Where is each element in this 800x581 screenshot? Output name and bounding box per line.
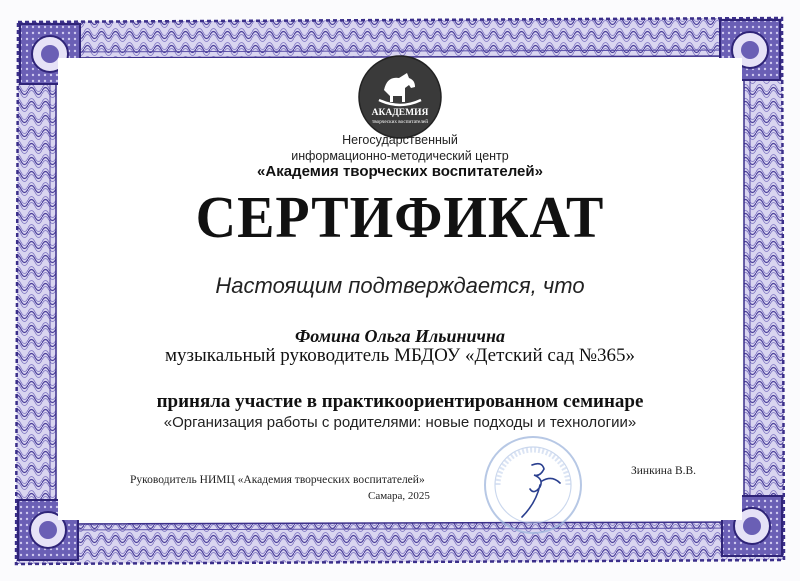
confirm-text: Настоящим подтверждается, что [215,273,585,298]
seminar-title: «Организация работы с родителями: новые подходы и технологии» [163,414,637,431]
certificate-title: СЕРТИФИКАТ [195,185,605,251]
signer-title: Руководитель НИМЦ «Академия творческих воспитателей» [130,474,425,486]
recipient-name: Фомина Ольга Ильинична [295,326,505,346]
logo-text-main: АКАДЕМИЯ [371,108,429,118]
academy-logo [357,54,443,140]
recipient-position: музыкальный руководитель МБДОУ «Детский сад №365» [164,345,636,366]
participation-text: приняла участие в практикоориентированном семинаре [156,391,644,412]
org-kind: информационно-методический центр [291,149,509,163]
org-name: «Академия творческих воспитателей» [257,163,543,180]
signer-name: Зинкина В.В. [631,465,697,477]
org-type: Негосударственный [342,133,458,147]
logo-text-sub: творческих воспитателей [372,119,428,125]
place-year: Самара, 2025 [368,490,430,502]
signature [500,455,580,525]
